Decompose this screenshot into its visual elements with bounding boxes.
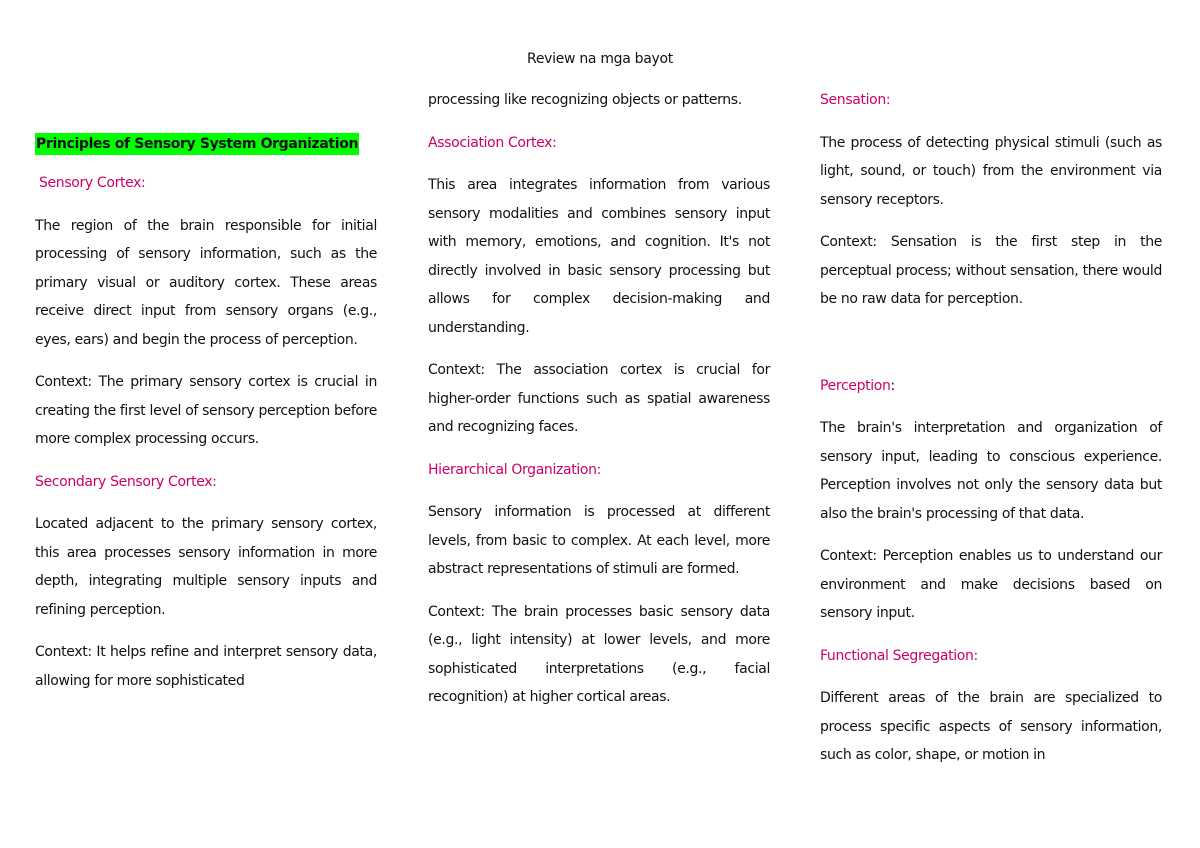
context-sensation: Context: Sensation is the first step in the perceptual process; without sensation, there would be no raw data for perception.: [820, 234, 1162, 307]
paragraph-sensory-cortex: The region of the brain responsible for initial processing of sensory information, such as the primary visual or auditory cortex. These areas receive direct input from sensory organs (e.g., eyes, ears) and begin the process of perception.: [35, 217, 377, 348]
column-left: [35, 130, 377, 709]
paragraph-functional-segregation: Different areas of the brain are specialized to process specific aspects of sensory information, such as color, shape, or motion in: [820, 690, 1162, 763]
context-secondary-sensory-cortex: Context: It helps refine and interpret sensory data, allowing for more sophisticated: [35, 644, 377, 689]
paragraph-sensation: The process of detecting physical stimuli (such as light, sound, or touch) from the environment via sensory receptors.: [820, 134, 1162, 208]
column-middle: [428, 86, 770, 726]
heading-perception-colon: :: [890, 377, 895, 394]
blank-space: [820, 328, 1162, 372]
heading-perception: [820, 372, 1162, 401]
context-sensory-cortex: Context: The primary sensory cortex is crucial in creating the first level of sensory perception before more complex processing occurs.: [35, 374, 377, 447]
context-association-cortex: Context: The association cortex is crucial for higher-order functions such as spatial awareness and recognizing faces.: [428, 362, 770, 435]
heading-secondary-sensory-cortex: Secondary Sensory Cortex:: [35, 473, 217, 490]
heading-hierarchical-organization: Hierarchical Organization:: [428, 461, 602, 478]
column-right: [820, 86, 1162, 784]
paragraph-perception: The brain's interpretation and organization of sensory input, leading to conscious experience. Perception involves not only the sensory data but also the brain's processing of that data.: [820, 420, 1162, 522]
paragraph-association-cortex: This area integrates information from various sensory modalities and combines sensory input with memory, emotions, and cognition. It's not directly involved in basic sensory processing but allows for complex decision-making and understanding.: [428, 177, 770, 336]
heading-sensation: Sensation:: [820, 92, 891, 108]
section-title-highlighted: Principles of Sensory System Organization: [35, 133, 359, 155]
heading-sensory-cortex: Sensory Cortex:: [39, 175, 146, 191]
paragraph-secondary-sensory-cortex: Located adjacent to the primary sensory cortex, this area processes sensory information in more depth, integrating multiple sensory inputs and refining perception.: [35, 516, 377, 618]
heading-functional-segregation: Functional Segregation:: [820, 647, 978, 664]
page-header: Review na mga bayot: [527, 51, 673, 67]
context-perception: Context: Perception enables us to understand our environment and make decisions based on sensory input.: [820, 548, 1162, 621]
paragraph-continued: processing like recognizing objects or patterns.: [428, 92, 742, 108]
heading-perception-text: Perception: [820, 377, 891, 394]
context-hierarchical-organization: Context: The brain processes basic sensory data (e.g., light intensity) at lower levels, and more sophisticated interpretations (e.g., facial recognition) at higher cortical areas.: [428, 603, 770, 705]
paragraph-hierarchical-organization: Sensory information is processed at different levels, from basic to complex. At each level, more abstract representations of stimuli are formed.: [428, 504, 770, 577]
heading-association-cortex: Association Cortex:: [428, 134, 557, 151]
